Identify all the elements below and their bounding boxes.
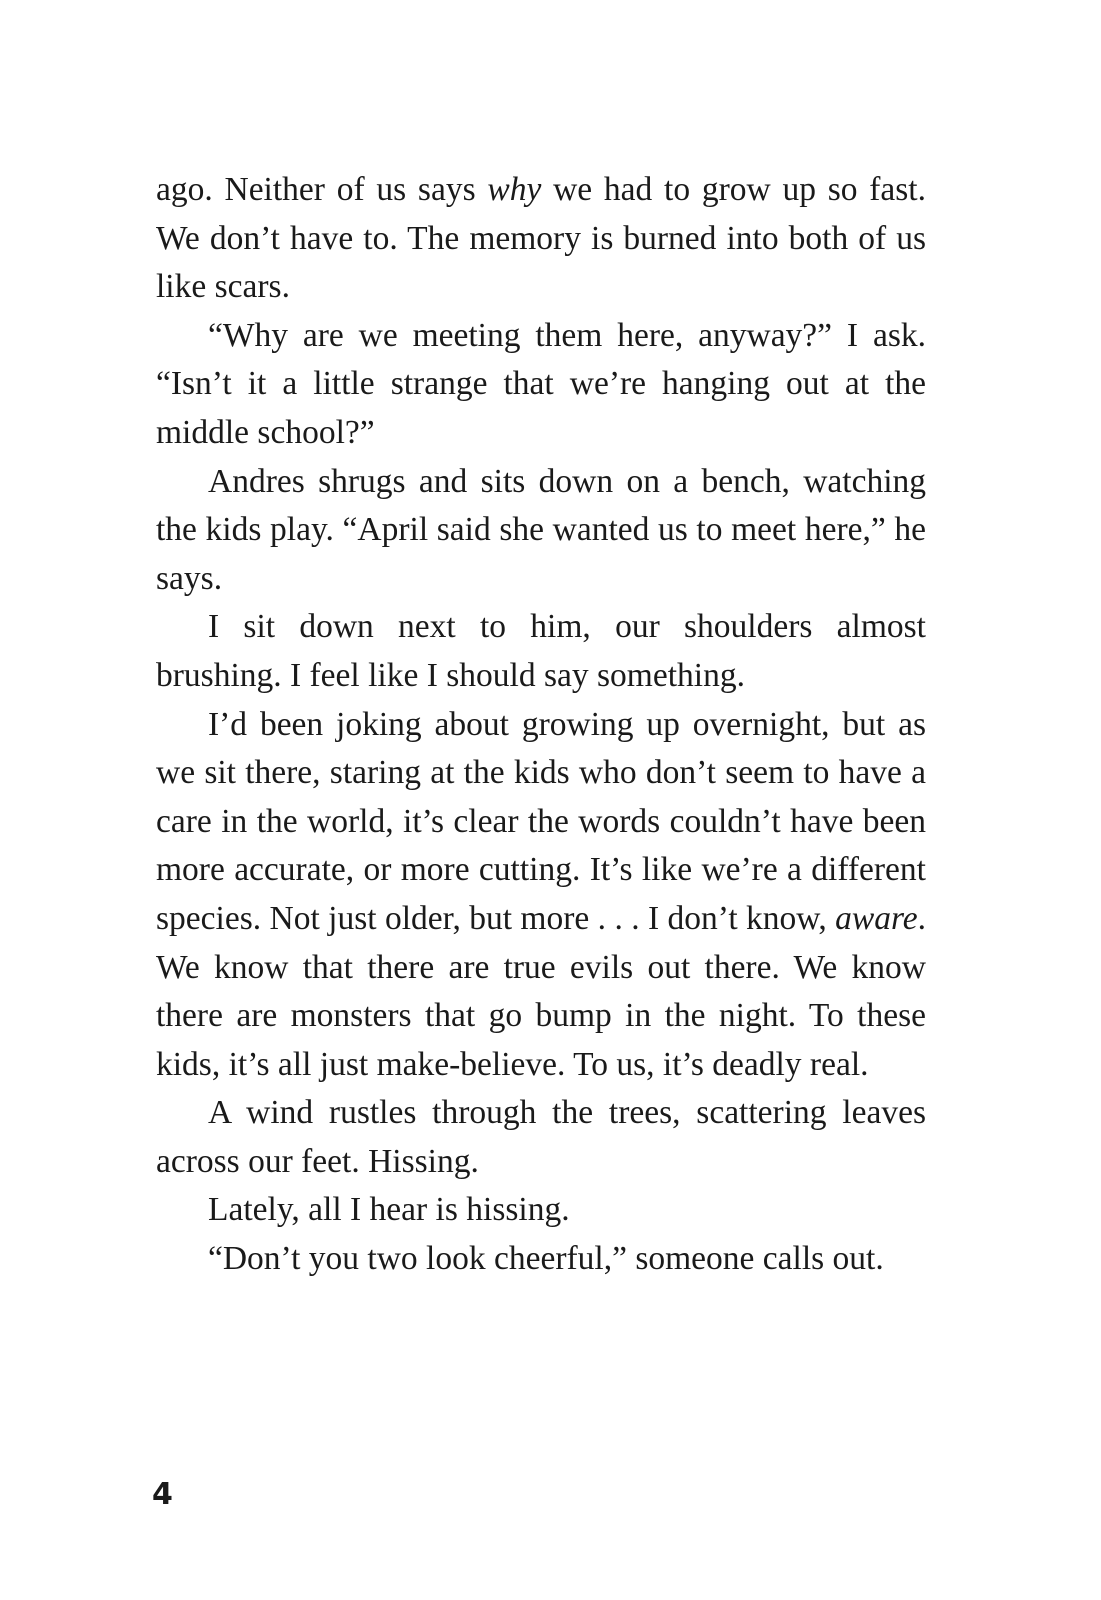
- text-segment: “Why are we meeting them here, anyway?” I ask. “Isn’t it a little strange that we’re hanging out at the middle school?”: [156, 316, 926, 451]
- page-number: 4: [152, 1477, 173, 1512]
- paragraph: [156, 166, 926, 312]
- paragraph: [156, 458, 926, 604]
- paragraph: [156, 312, 926, 458]
- text-segment: . We know that there are true evils out there. We know there are monsters that go bump in the night. To these kids, it’s all just make-believe. To us, it’s deadly real.: [156, 899, 926, 1083]
- body-text: [156, 166, 926, 1284]
- text-segment: I sit down next to him, our shoulders almost brushing. I feel like I should say something.: [156, 608, 926, 694]
- paragraph: [156, 1186, 926, 1235]
- text-segment: I’d been joking about growing up overnight, but as we sit there, staring at the kids who don’t seem to have a care in the world, it’s clear the words couldn’t have been more accurate, or more cutting. It’s like we’re a different species. Not just older, but more . . . I don’t know,: [156, 705, 926, 937]
- text-segment: Andres shrugs and sits down on a bench, watching the kids play. “April said she wanted us to meet here,” he says.: [156, 462, 926, 597]
- italic-text-segment: aware: [835, 899, 918, 937]
- text-segment: Lately, all I hear is hissing.: [208, 1191, 570, 1229]
- paragraph: [156, 1235, 926, 1284]
- text-segment: we had to grow up so fast. We don’t have to. The memory is burned into both of us like scars.: [156, 171, 926, 306]
- paragraph: [156, 701, 926, 1090]
- text-segment: A wind rustles through the trees, scattering leaves across our feet. Hissing.: [156, 1094, 926, 1180]
- paragraph: [156, 603, 926, 700]
- italic-text-segment: why: [487, 171, 542, 208]
- text-segment: “Don’t you two look cheerful,” someone calls out.: [208, 1240, 884, 1278]
- text-segment: ago. Neither of us says: [156, 171, 488, 208]
- paragraph: [156, 1089, 926, 1186]
